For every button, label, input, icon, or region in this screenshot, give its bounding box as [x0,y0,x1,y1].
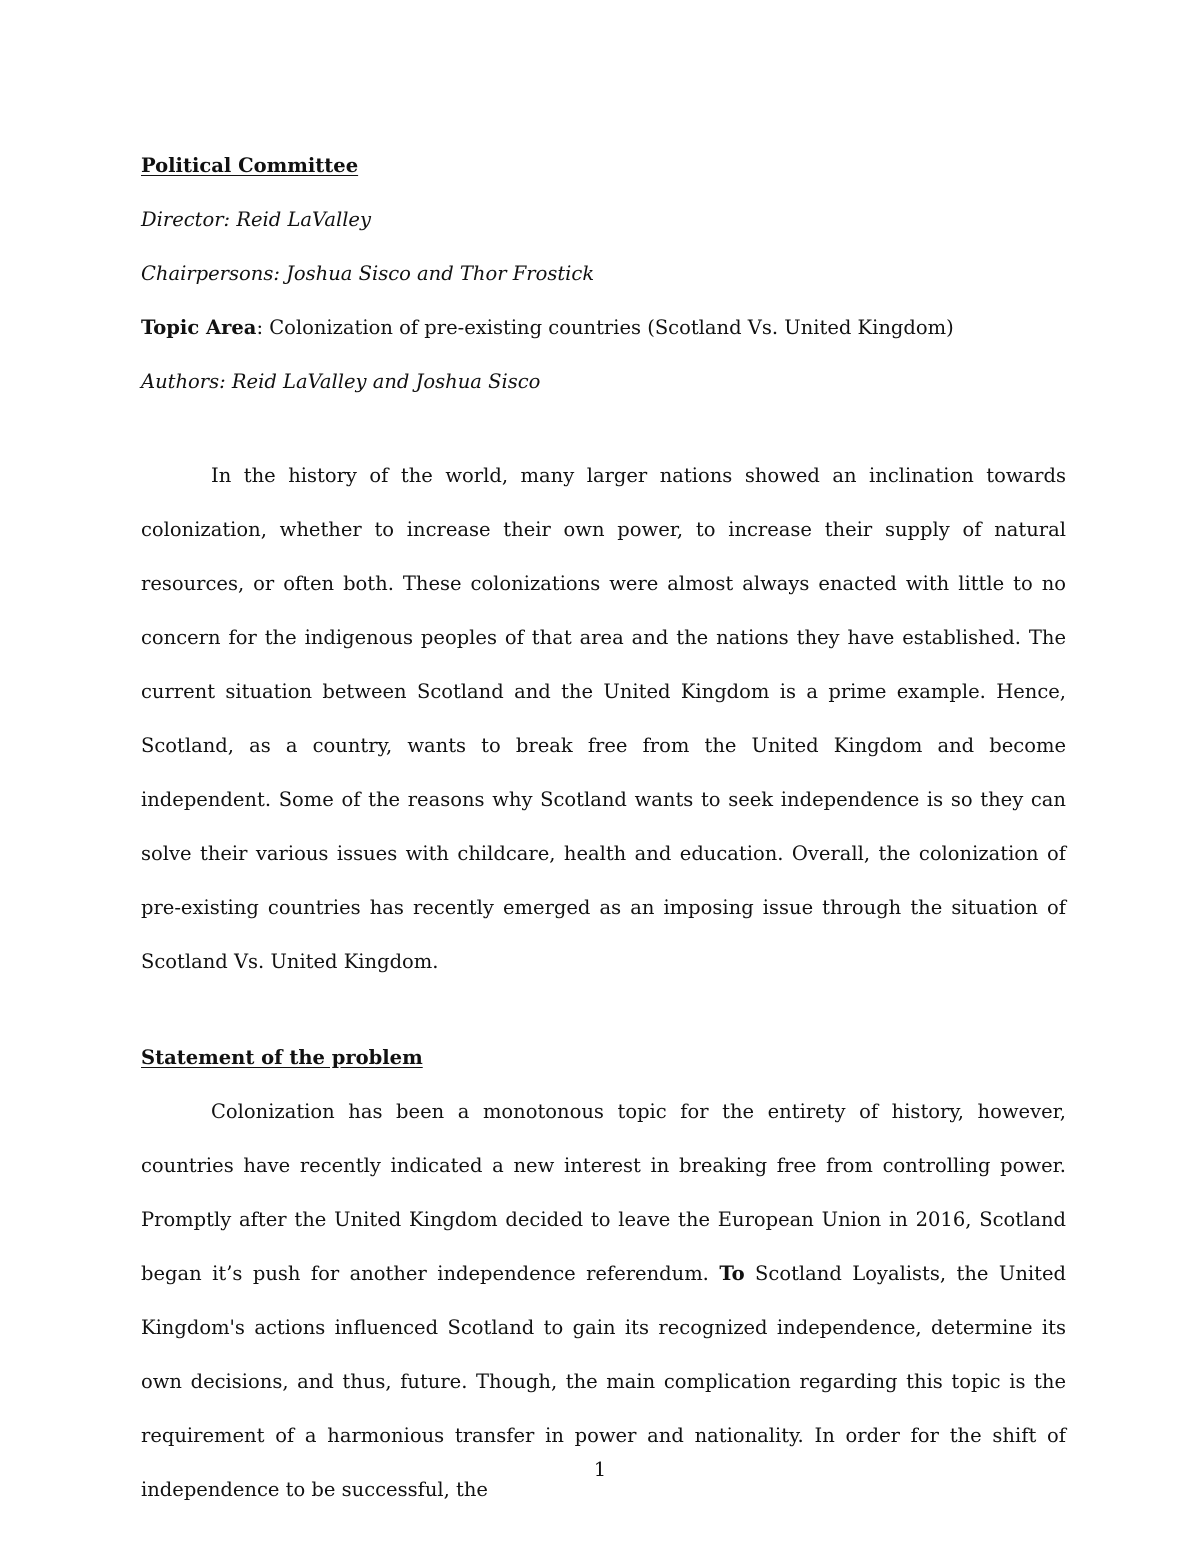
topic-area-label: Topic Area [141,316,257,339]
intro-paragraph: In the history of the world, many larger nations showed an inclination towards colonization, whether to increase their own power, to increase their supply of natural resources, or often both. These colonizations were almost always enacted with little to no concern for the indigenous peoples of that area and the nations they have established. The current situation between Scotland and the United Kingdom is a prime example. Hence, Scotland, as a country, wants to break free from the United Kingdom and become independent. Some of the reasons why Scotland wants to seek independence is so they can solve their various issues with childcare, health and education. Overall, the colonization of pre-existing countries has recently emerged as an imposing issue through the situation of Scotland Vs. United Kingdom. [141,464,1066,973]
section-heading: Statement of the problem [141,1046,423,1069]
authors-line: Authors: Reid LaValley and Joshua Sisco [141,370,541,393]
spacer [141,409,1066,449]
page-number: 1 [593,1458,607,1481]
director-line: Director: Reid LaValley [141,208,371,231]
committee-title: Political Committee [141,154,359,177]
problem-paragraph-text: Colonization has been a monotonous topic for the entirety of history, however, countries have recently indicated a new interest in breaking free from controlling power. Promptly after the United Kingdom decided to leave the European Union in 2016, Scotland began it’s push for another independence referendum. [141,1100,1066,1285]
problem-paragraph-text-continued: Scotland Loyalists, the United Kingdom's actions influenced Scotland to gain its recognized independence, determine its own decisions, and thus, future. Though, the main complication regarding this topic is the requirement of a harmonious transfer in power and nationality. In order for the shift of independence to be successful, the [141,1262,1067,1501]
problem-paragraph [141,1085,1066,1517]
spacer [141,989,1066,1031]
document-body [141,139,1066,1517]
topic-area-value: : Colonization of pre-existing countries (Scotland Vs. United Kingdom) [256,316,954,339]
chairpersons-line: Chairpersons: Joshua Sisco and Thor Frostick [141,262,595,285]
topic-area-line [141,301,1066,355]
problem-paragraph-bold-word: To [719,1262,745,1285]
